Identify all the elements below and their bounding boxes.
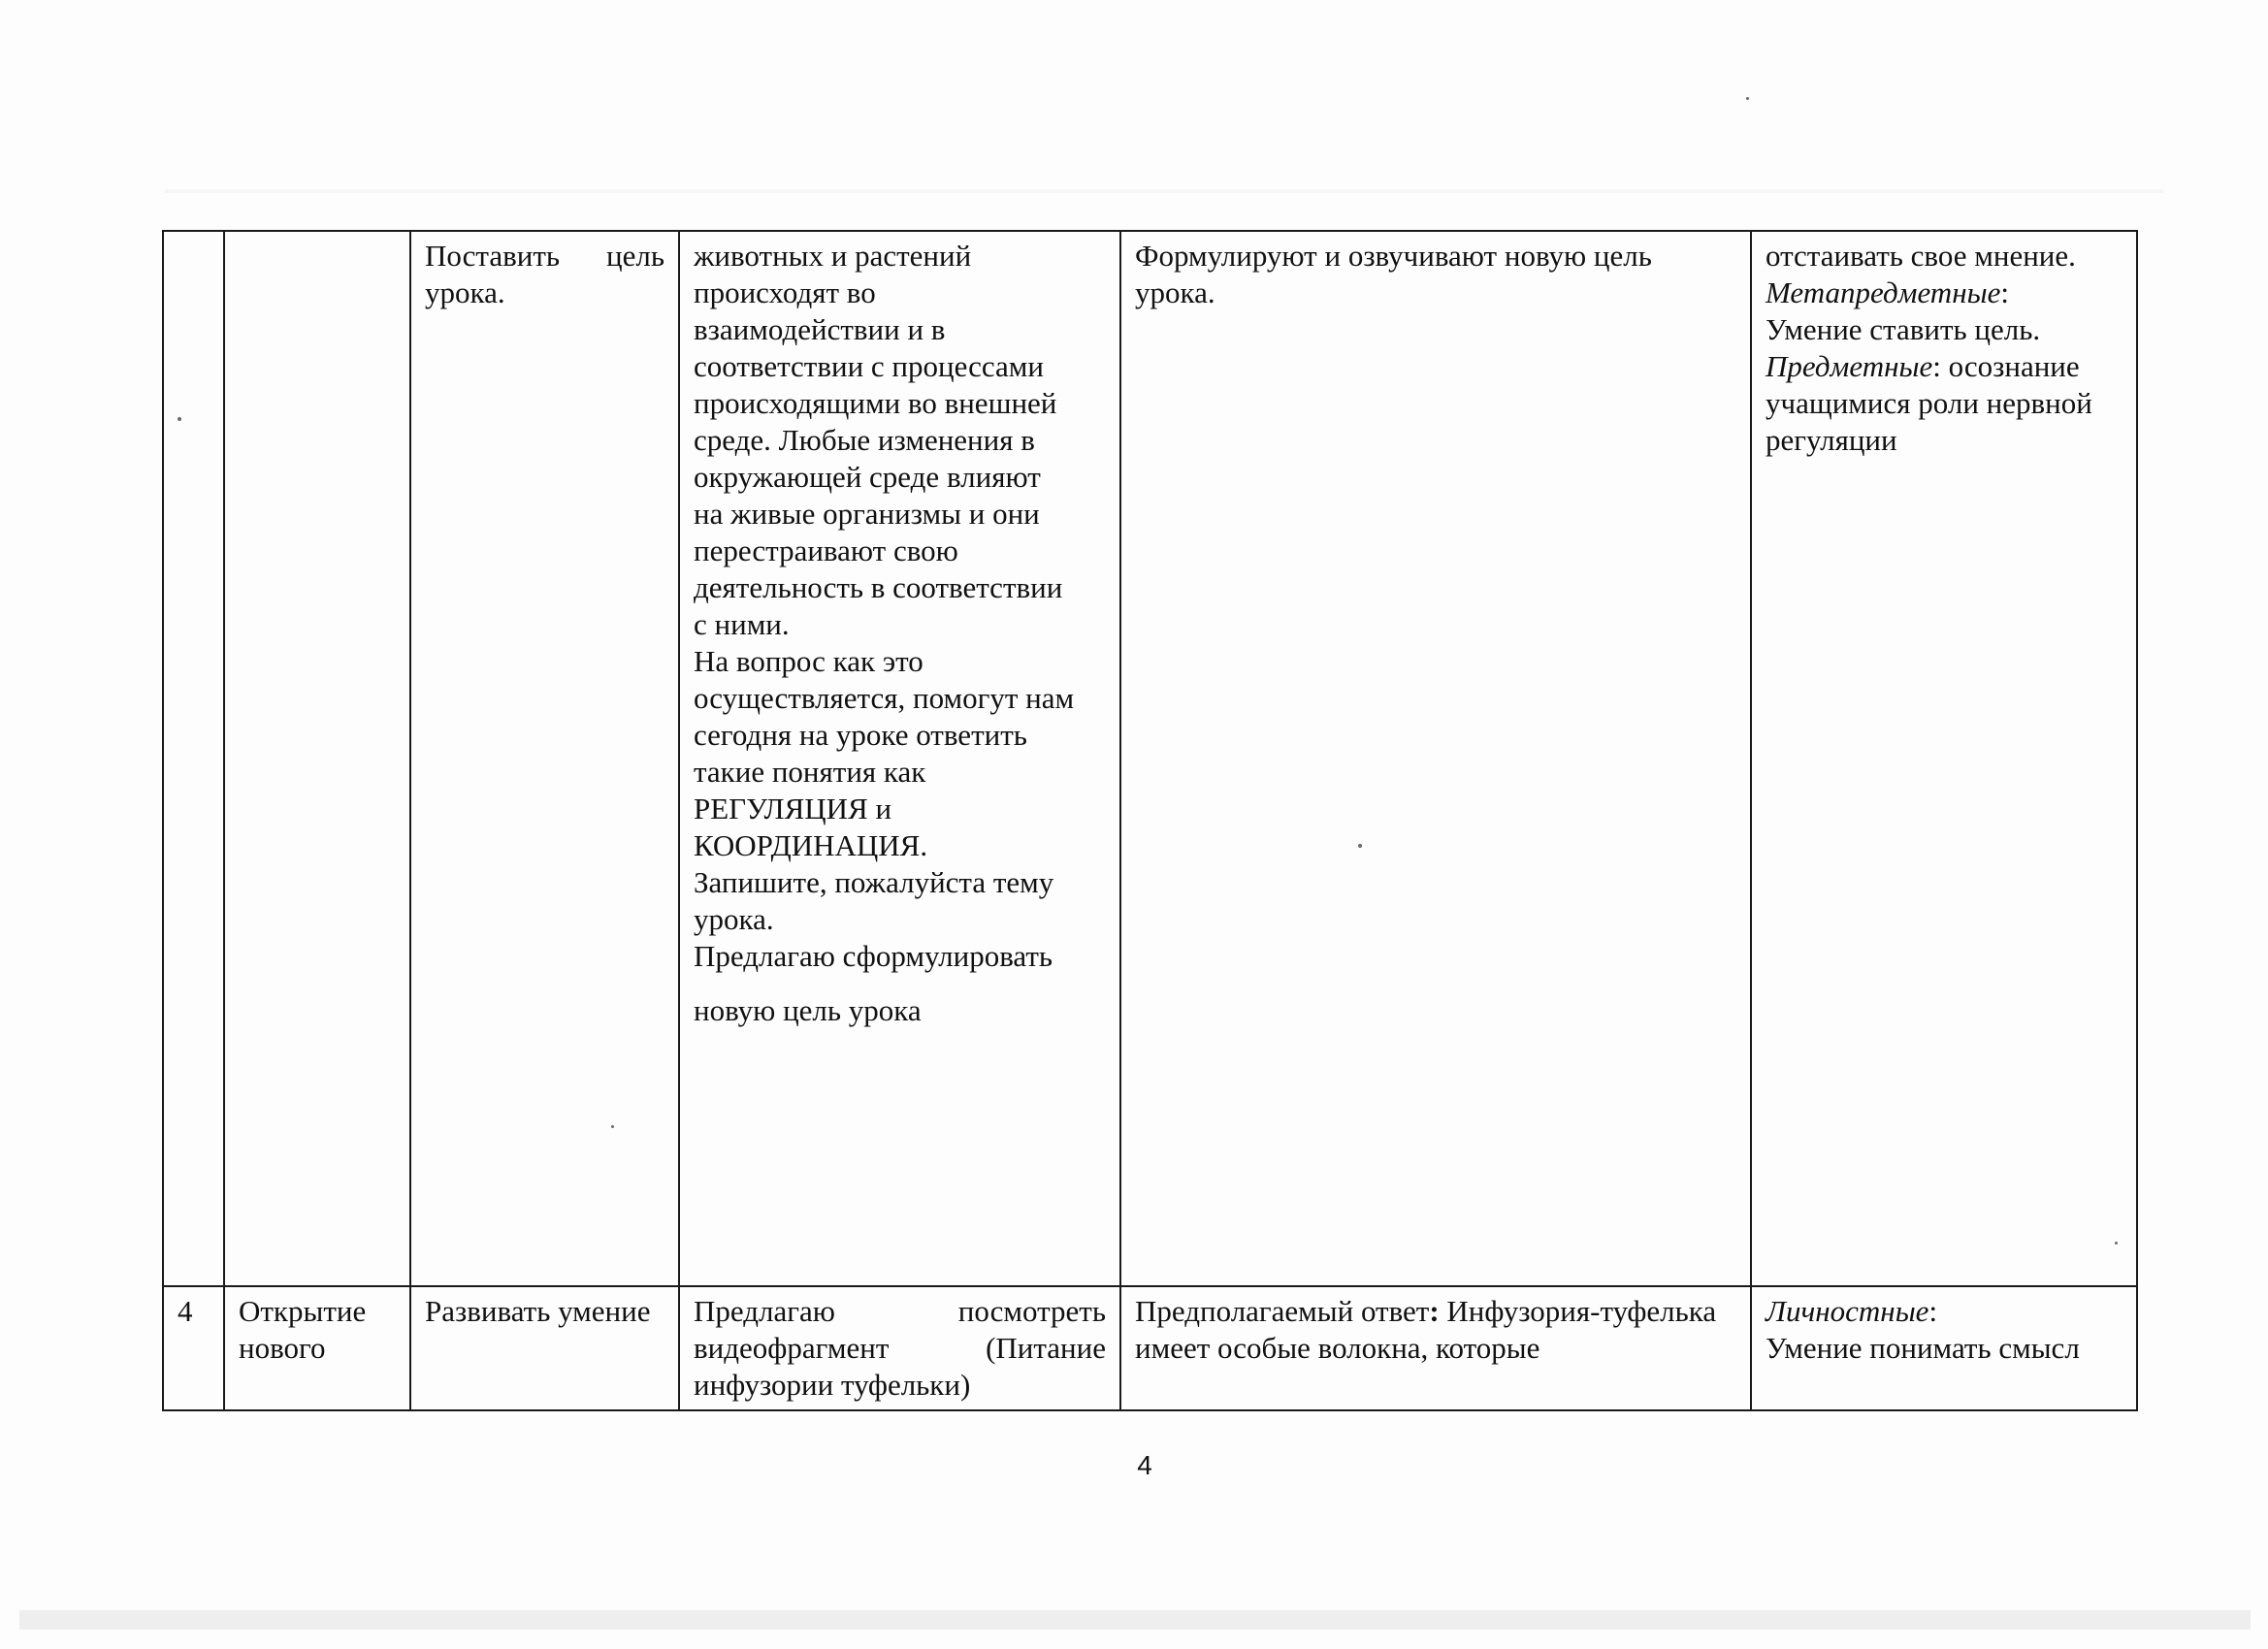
- teacher-last-line: новую цель урока: [694, 993, 922, 1027]
- meta-heading: [1766, 275, 2122, 311]
- teacher-text-line: На вопрос как это: [694, 644, 923, 678]
- teacher-text-line: взаимодействии и в: [694, 312, 946, 346]
- scan-speck: [1358, 844, 1362, 848]
- cell-teacher-activity: Предлагаю посмотреть видеофрагмент (Питание инфузории туфельки): [679, 1286, 1120, 1410]
- table-row: [163, 231, 2137, 1286]
- scan-shadow-top: [165, 189, 2163, 193]
- teacher-text-line: РЕГУЛЯЦИЯ и: [694, 792, 892, 825]
- teacher-text-line: урока.: [694, 902, 774, 936]
- scan-shadow-bottom: [19, 1610, 2251, 1630]
- cell-teacher-activity: [679, 231, 1120, 1286]
- teacher-text-line: с ними.: [694, 607, 790, 641]
- teacher-text-lines: [694, 238, 1106, 975]
- teacher-text-line: Предлагаю сформулировать: [694, 939, 1053, 973]
- cell-results: [1751, 231, 2137, 1286]
- cell-student-activity: [1120, 1286, 1751, 1410]
- subject-label: Предметные: [1766, 349, 1933, 383]
- cell-goal: Поставить цель урока.: [410, 231, 679, 1286]
- meta-text: Умение ставить цель.: [1766, 312, 2041, 346]
- teacher-text-line: такие понятия как: [694, 755, 926, 789]
- cell-stage: Открытие нового: [224, 1286, 410, 1410]
- teacher-text-line: перестраивают свою: [694, 534, 958, 567]
- teacher-text-line: животных и растений: [694, 239, 972, 273]
- scan-speck: [2115, 1242, 2118, 1245]
- teacher-text-line: осуществляется, помогут нам: [694, 681, 1075, 715]
- personal-text: Умение понимать смысл: [1766, 1331, 2080, 1365]
- meta-label: Метапредметные: [1766, 275, 2001, 309]
- teacher-text-line: деятельность в соответствии: [694, 570, 1063, 604]
- table-row: [163, 1286, 2137, 1410]
- students-text: Инфузория-туфелька имеет особые волокна, которые: [1135, 1294, 1717, 1365]
- teacher-text-line: соответствии с процессами: [694, 349, 1044, 383]
- cell-number: 4: [163, 1286, 224, 1410]
- teacher-text-line: на живые организмы и они: [694, 497, 1040, 531]
- scan-speck: [1746, 97, 1749, 100]
- subject-text: : осознание учащимися роли нервной регуляции: [1766, 349, 2092, 457]
- students-prefix: Предполагаемый ответ: [1135, 1294, 1430, 1328]
- personal-label: Личностные: [1766, 1294, 1929, 1328]
- teacher-text-line: происходят во: [694, 275, 876, 309]
- personal-colon: :: [1928, 1294, 1938, 1328]
- teacher-text-line: окружающей среде влияют: [694, 460, 1041, 494]
- cell-goal: Развивать умение: [410, 1286, 679, 1410]
- students-colon: :: [1429, 1294, 1440, 1328]
- subject-results: [1766, 348, 2122, 459]
- page-number: 4: [1137, 1450, 1152, 1480]
- results-line-1: отстаивать свое мнение.: [1766, 239, 2076, 273]
- scan-speck: [178, 417, 181, 421]
- teacher-text-line: происходящими во внешней: [694, 386, 1057, 420]
- cell-number: [163, 231, 224, 1286]
- meta-colon: :: [2000, 275, 2009, 309]
- teacher-text-line: сегодня на уроке ответить: [694, 718, 1027, 752]
- teacher-text-line: Запишите, пожалуйста тему: [694, 865, 1054, 899]
- lesson-plan-table: [162, 230, 2138, 1411]
- scan-speck: [611, 1125, 614, 1128]
- teacher-text-line: среде. Любые изменения в: [694, 423, 1035, 457]
- cell-stage: [224, 231, 410, 1286]
- cell-student-activity: Формулируют и озвучивают новую цель урока.: [1120, 231, 1751, 1286]
- cell-results: [1751, 1286, 2137, 1410]
- teacher-text-line: КООРДИНАЦИЯ.: [694, 828, 928, 862]
